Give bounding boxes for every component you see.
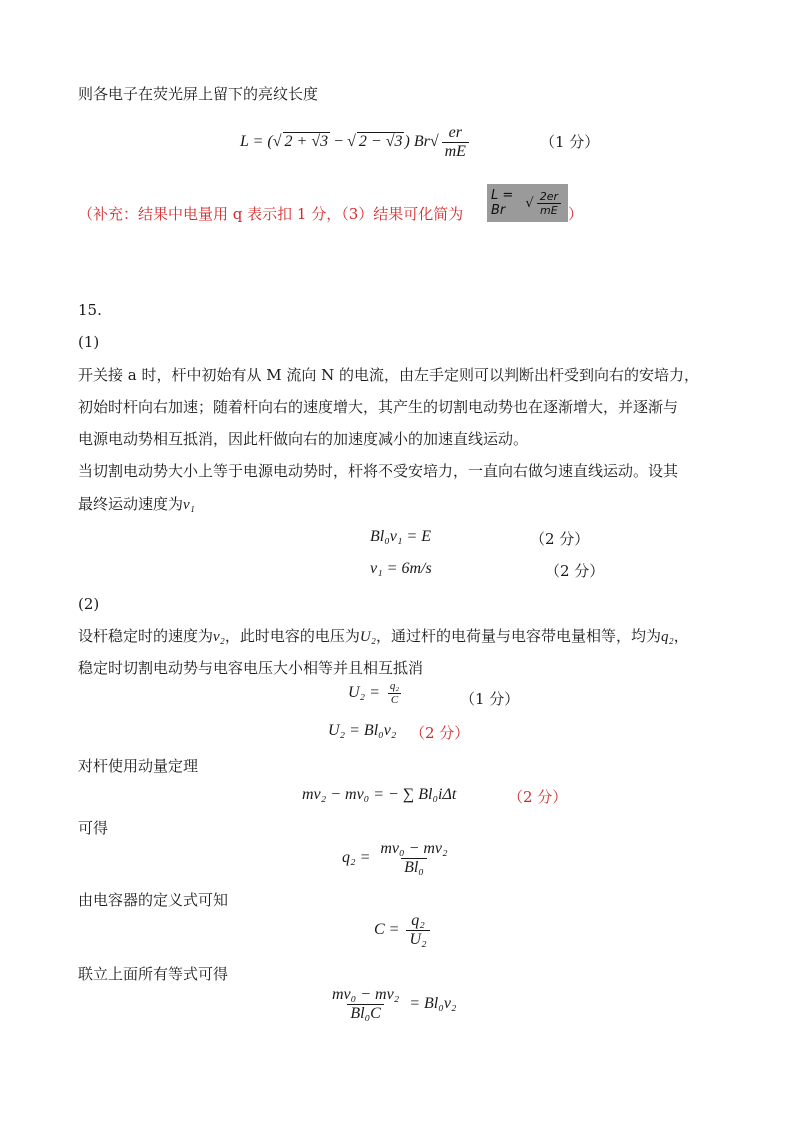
score-2: （2 分）: [545, 562, 605, 580]
part1-label: (1): [78, 333, 100, 351]
paragraph-line-with-symbol: 最终运动速度为v₁: [78, 495, 195, 513]
equation-4: U₂ = Bl₀v₂: [328, 722, 397, 739]
supplement-close: ）: [568, 205, 584, 223]
score-1: （2 分）: [530, 530, 590, 548]
handwritten-formula-image: L = Br √ $\frac{2er}{mE}$: [487, 184, 568, 222]
supplement-text: （补充：结果中电量用 q 表示扣 1 分，（3）结果可化简为: [78, 205, 464, 223]
equation-7: C = $\frac{\text{q₂}}{\text{U₂}}$: [374, 912, 433, 949]
combine-text: 联立上面所有等式可得: [78, 965, 229, 983]
score-4: （2 分）: [410, 724, 470, 742]
paragraph-line: 初始时杆向右加速；随着杆向右的速度增大，其产生的切割电动势也在逐渐增大，并逐渐与: [78, 398, 679, 416]
part2-label: (2): [78, 595, 100, 613]
thus-text: 可得: [78, 819, 109, 837]
equation-5: mv₂ − mv₀ = − ∑ Bl₀iΔt: [302, 786, 457, 803]
paragraph-line: 当切割电动势大小上等于电源电动势时，杆将不受安培力，一直向右做匀速直线运动。设其: [78, 462, 679, 480]
equation-6: q₂ = $\frac{\text{mv₀ − mv₂}}{\text{Bl₀}}$: [342, 840, 448, 876]
paragraph-line-with-symbols: 设杆稳定时的速度为v₂，此时电容的电压为U₂，通过杆的电荷量与电容带电量相等，均为q₂，: [78, 627, 689, 645]
equation-3: U₂ = $\frac{\text{q₂}}{C}$: [348, 680, 400, 706]
question-number: 15.: [78, 301, 102, 319]
equation-2: v₁ = 6m/s: [370, 560, 432, 577]
equation-L: L = (√ 2 + √3 − √ 2 − √3 ) Br√ $\frac{er}{mE}$: [240, 124, 472, 161]
equation-1: Bl₀v₁ = E: [370, 528, 432, 545]
momentum-intro: 对杆使用动量定理: [78, 757, 199, 775]
score-3: （1 分）: [460, 690, 520, 708]
paragraph-line: 开关接 a 时，杆中初始有从 M 流向 N 的电流，由左手定则可以判断出杆受到向右的安培力，: [78, 366, 700, 384]
paragraph-line: 电源电动势相互抵消，因此杆做向右的加速度减小的加速直线运动。: [78, 430, 529, 448]
score-5: （2 分）: [508, 788, 568, 806]
equation-8: $\frac{\text{mv₀ − mv₂}}{\text{Bl₀C}}$ = Bl₀v₂: [332, 986, 457, 1022]
score-L: （1 分）: [540, 133, 600, 151]
intro-text: 则各电子在荧光屏上留下的亮纹长度: [78, 85, 319, 103]
paragraph-line: 稳定时切割电动势与电容电压大小相等并且相互抵消: [78, 659, 424, 677]
capacitor-intro: 由电容器的定义式可知: [78, 891, 229, 909]
